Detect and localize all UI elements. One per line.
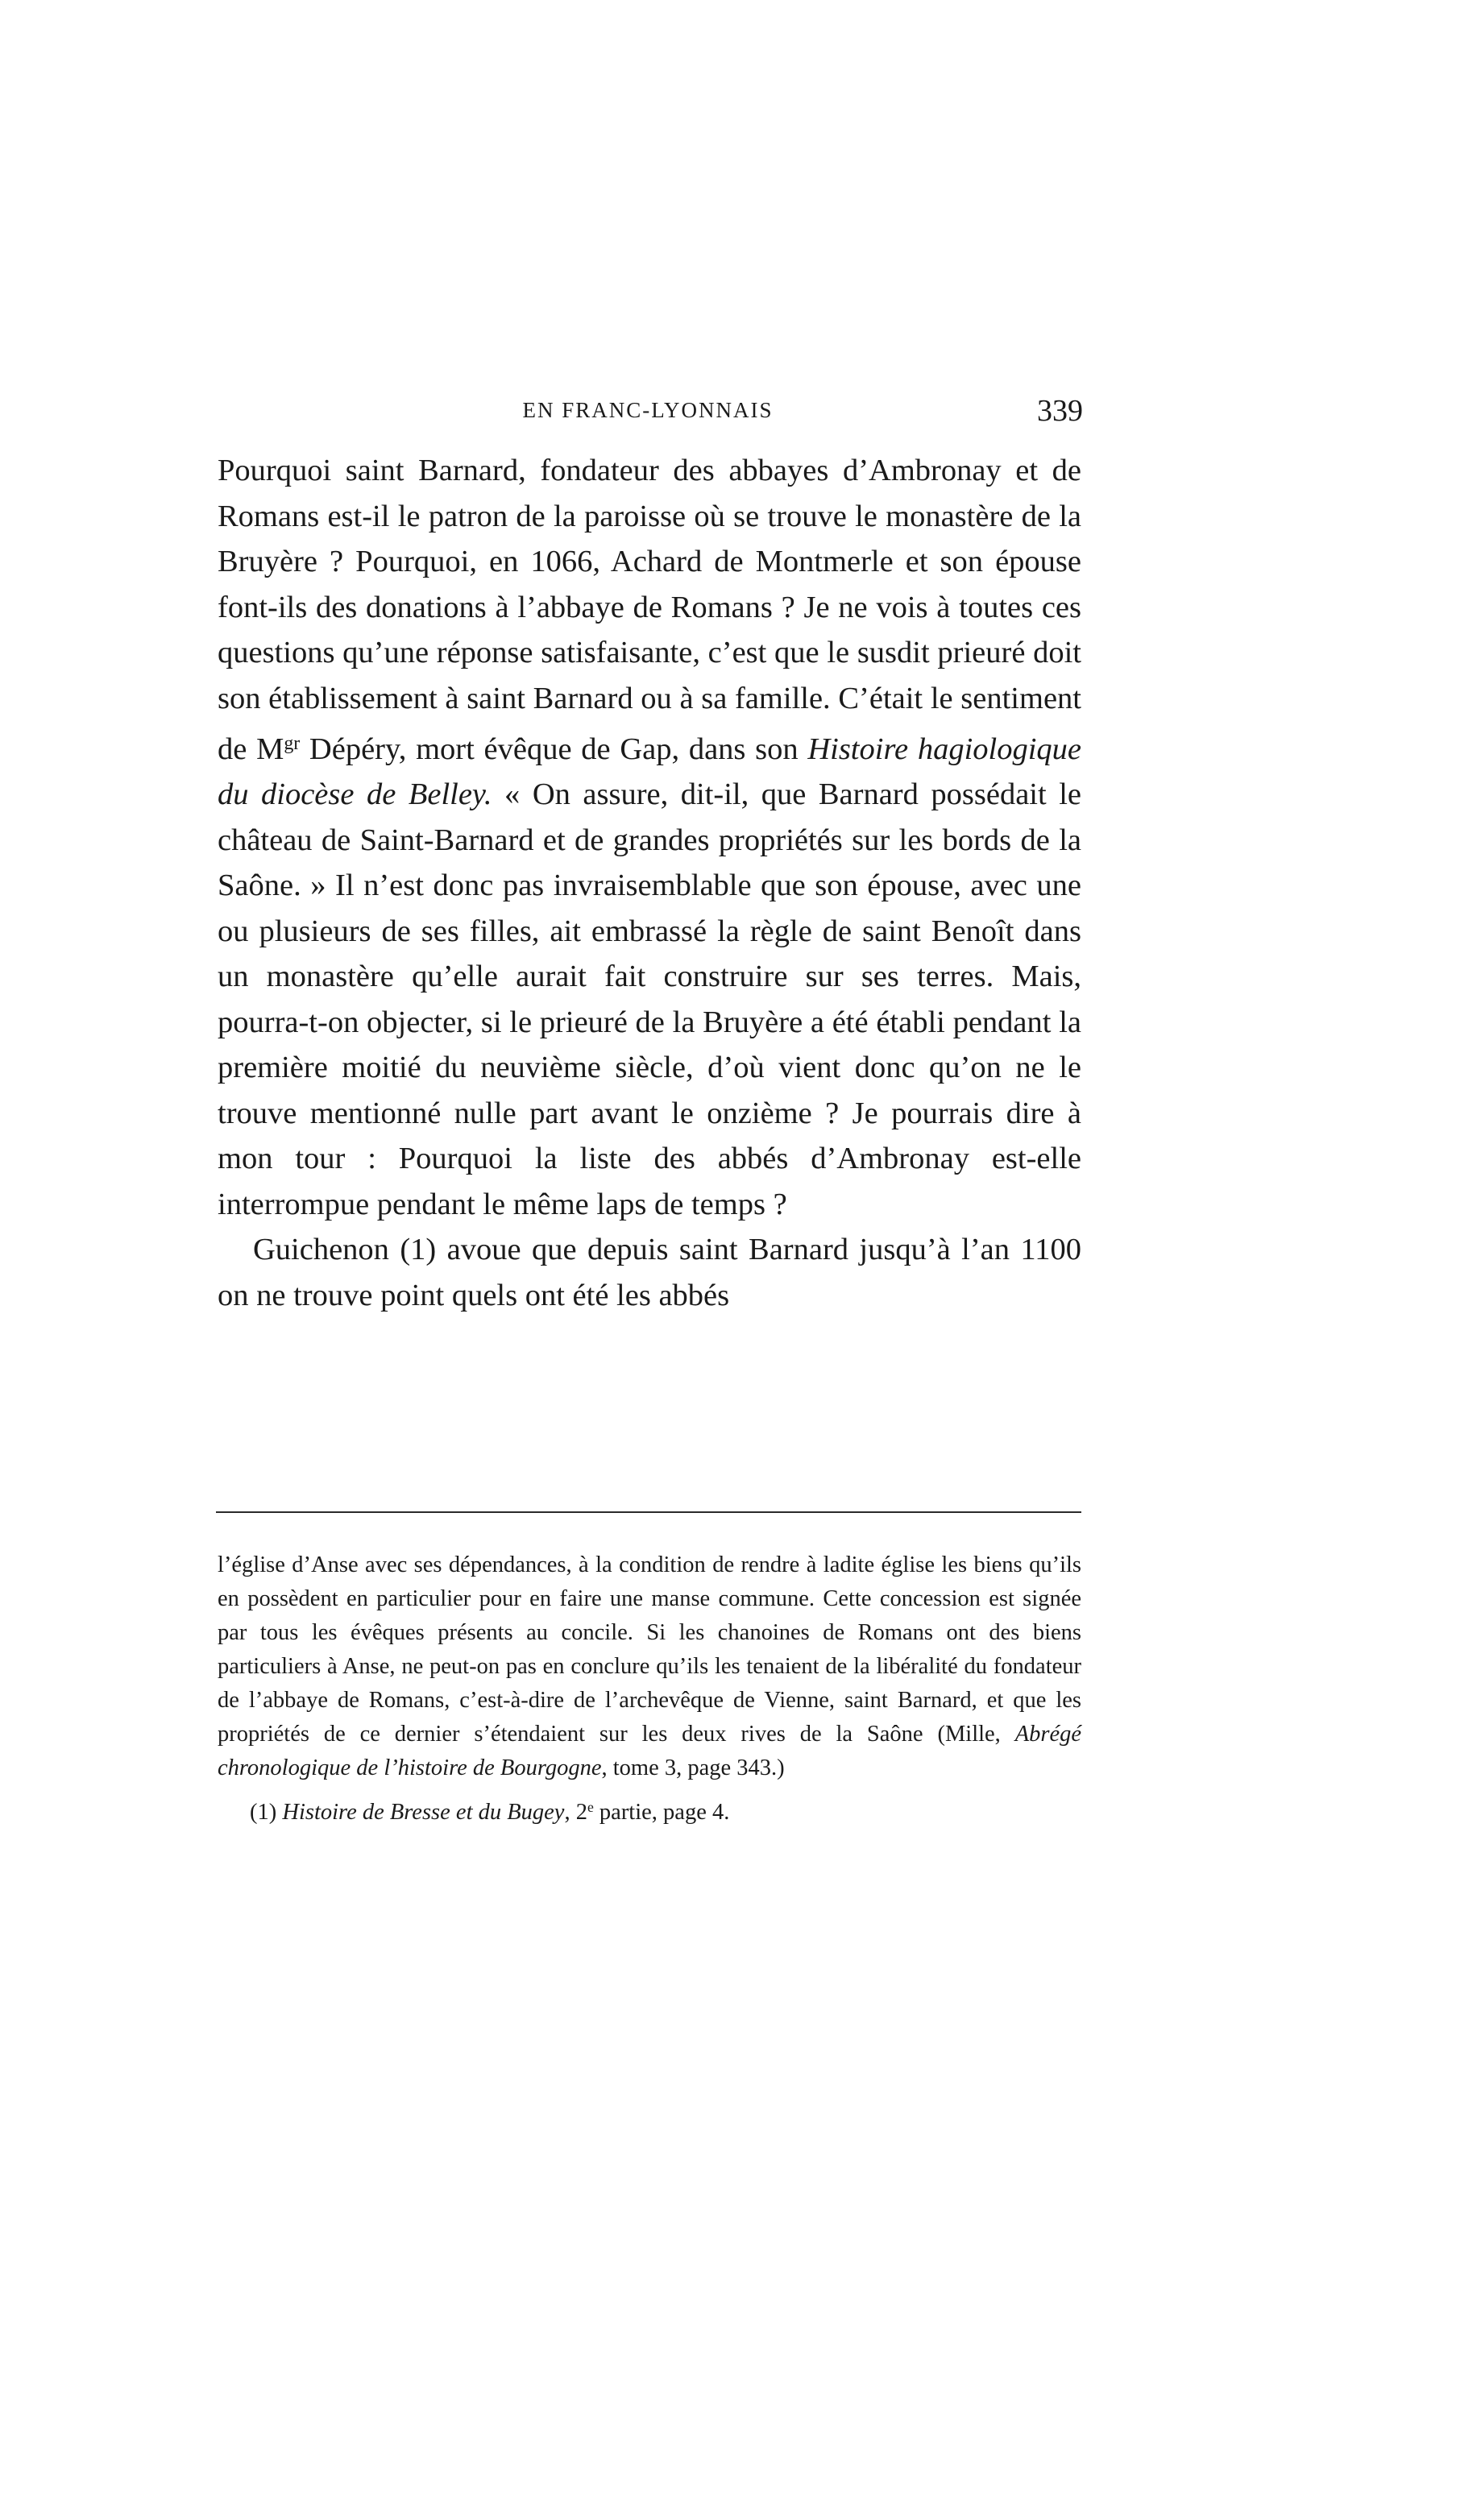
- paragraph-1-text-b: Dépéry, mort évêque de Gap, dans son: [300, 732, 808, 766]
- footnote-1-superscript: e: [587, 1799, 594, 1815]
- footnote-1-text-a: , 2: [564, 1799, 587, 1825]
- footnote-continuation-italic: Abrégé chronologique de l’histoire de Bourgogne: [218, 1722, 1081, 1780]
- footnote-continuation: [218, 1548, 1081, 1785]
- paragraph-1-text-a: Pourquoi saint Barnard, fondateur des abbayes d’Ambronay et de Romans est-il le patron de la paroisse où se trouve le monastère de la Bruyère ? Pourquoi, en 1066, Achard de Montmerle et son épouse font-ils des donations à l’abbaye de Romans ? Je ne vois à toutes ces questions qu’une réponse satisfaisante, c’est que le susdit prieuré doit son établissement à saint Barnard ou à sa famille. C’était le sentiment de M: [218, 454, 1081, 766]
- superscript-gr: gr: [284, 733, 301, 754]
- book-title-italic: Histoire hagiologique du diocèse de Belley.: [218, 732, 1082, 812]
- footnote-separator: [216, 1511, 1081, 1513]
- page-number: 339: [1037, 394, 1083, 428]
- footnote-continuation-text-b: , tome 3, page 343.): [601, 1755, 785, 1780]
- paragraph-2: Guichenon (1) avoue que depuis saint Barnard jusqu’à l’an 1100 on ne trouve point quels ont été les abbés: [218, 1233, 1081, 1312]
- footnote-1-marker: (1): [250, 1799, 283, 1825]
- footnote-continuation-text-a: l’église d’Anse avec ses dépendances, à la condition de rendre à ladite église les biens qu’ils en possèdent en particulier pour en faire une manse commune. Cette concession est signée par tous les évêques présents au concile. Si les chanoines de Romans ont des biens particuliers à Anse, ne peut-on pas en conclure qu’ils les tenaient de la libéralité du fondateur de l’abbaye de Romans, c’est-à-dire de l’archevêque de Vienne, saint Barnard, et que les propriétés de ce dernier s’étendaient sur les deux rives de la Saône (Mille,: [218, 1552, 1081, 1747]
- footnote-1-text-b: partie, page 4.: [593, 1799, 730, 1825]
- footnotes: [218, 1548, 1081, 1830]
- footnote-1-title: Histoire de Bresse et du Bugey: [282, 1799, 565, 1825]
- paragraph-1-text-c: « On assure, dit-il, que Barnard possédait le château de Saint-Barnard et de grandes propriétés sur les bords de la Saône. » Il n’est donc pas invraisemblable que son épouse, avec une ou plusieurs de ses filles, ait embrassé la règle de saint Benoît dans un monastère qu’elle aurait fait construire sur ses terres. Mais, pourra-t-on objecter, si le prieuré de la Bruyère a été établi pendant la première moitié du neuvième siècle, d’où vient donc qu’on ne le trouve mentionné nulle part avant le onzième ? Je pourrais dire à mon tour : Pourquoi la liste des abbés d’Ambronay est-elle interrompue pendant le même laps de temps ?: [218, 777, 1081, 1221]
- running-header: [213, 393, 1083, 433]
- running-title: EN FRANC-LYONNAIS: [522, 398, 774, 422]
- footnote-1: [218, 1790, 1081, 1830]
- main-text: [218, 448, 1081, 1318]
- paragraph-1: [218, 448, 1081, 1227]
